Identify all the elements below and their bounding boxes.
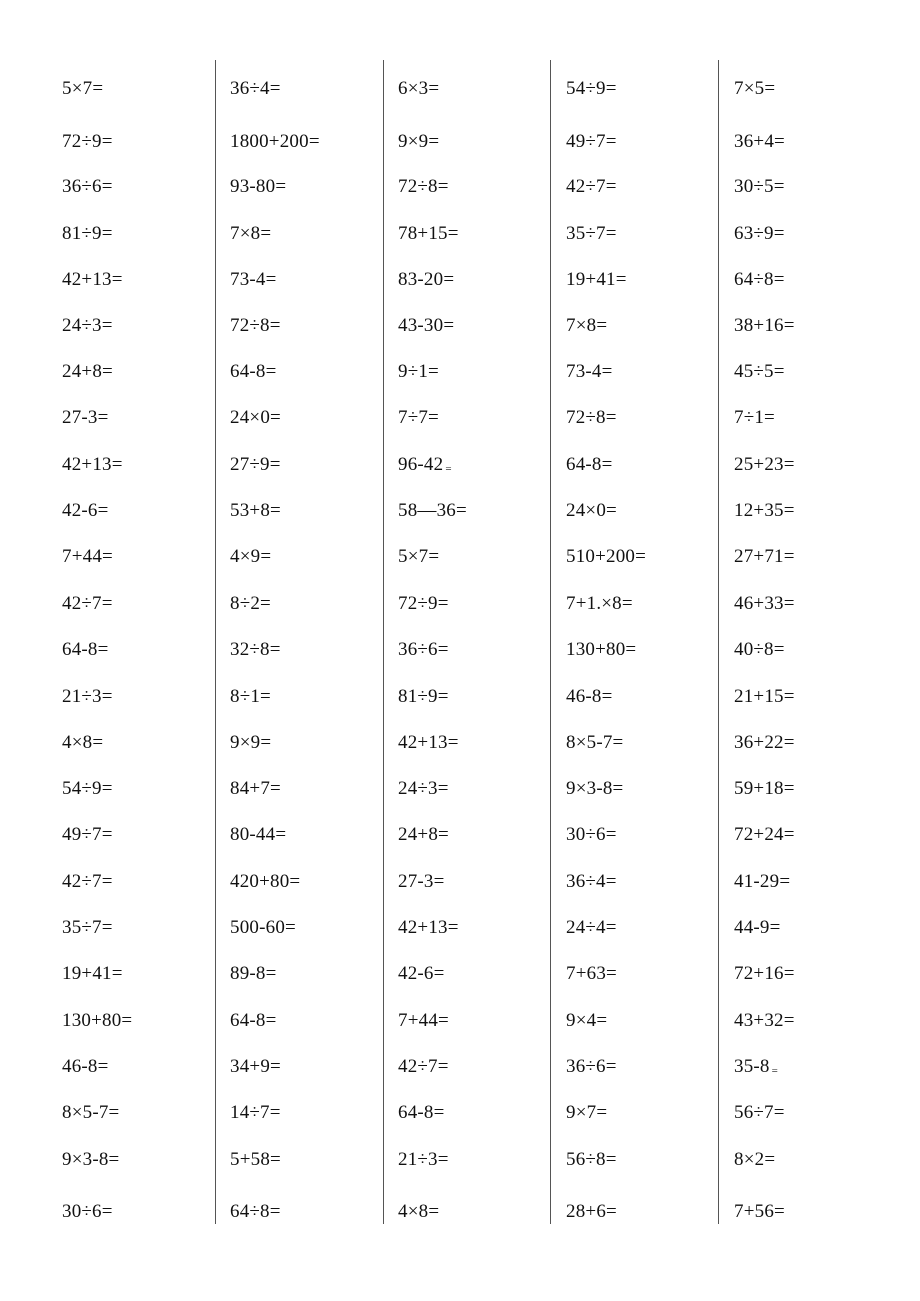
math-problem bbox=[230, 223, 271, 245]
math-problem bbox=[398, 917, 459, 939]
problem-text: 24+8= bbox=[62, 361, 113, 382]
problem-text: 42+13= bbox=[398, 732, 459, 753]
problem-text: 9×4= bbox=[566, 1010, 608, 1031]
math-problem bbox=[230, 131, 320, 153]
math-problem bbox=[566, 639, 636, 661]
math-problem bbox=[398, 78, 439, 100]
problem-text: 36÷6= bbox=[62, 176, 113, 197]
problem-text: 27-3= bbox=[398, 871, 445, 892]
problem-text: 9×3-8= bbox=[566, 778, 624, 799]
math-problem bbox=[398, 871, 445, 893]
problem-text: 34+9= bbox=[230, 1056, 281, 1077]
math-problem bbox=[566, 871, 617, 893]
math-problem bbox=[566, 546, 646, 568]
math-problem bbox=[230, 917, 296, 939]
math-problem bbox=[230, 269, 277, 291]
problem-text: 64-8= bbox=[62, 639, 109, 660]
problem-text: 36+22= bbox=[734, 732, 795, 753]
math-problem bbox=[398, 778, 449, 800]
math-problem bbox=[734, 778, 795, 800]
math-problem bbox=[230, 176, 286, 198]
math-problem bbox=[398, 454, 452, 480]
math-problem bbox=[398, 176, 449, 198]
problem-text: 21÷3= bbox=[62, 686, 113, 707]
small-equals-mark: = bbox=[771, 1065, 779, 1077]
problem-text: 130+80= bbox=[62, 1010, 133, 1031]
problem-text: 36÷6= bbox=[398, 639, 449, 660]
math-problem bbox=[566, 1102, 607, 1124]
problem-text: 510+200= bbox=[566, 546, 647, 567]
problem-text: 58—36= bbox=[398, 500, 467, 521]
problem-text: 12+35= bbox=[734, 500, 795, 521]
math-problem bbox=[566, 732, 623, 754]
problem-text: 72÷9= bbox=[398, 593, 449, 614]
math-problem bbox=[398, 1201, 439, 1223]
problem-text: 64-8= bbox=[566, 454, 613, 475]
math-problem bbox=[62, 732, 103, 754]
math-problem bbox=[230, 871, 300, 893]
math-problem bbox=[398, 1056, 449, 1078]
problem-text: 64÷8= bbox=[734, 269, 785, 290]
math-problem bbox=[62, 824, 113, 846]
math-problem bbox=[230, 500, 281, 522]
math-problem bbox=[398, 223, 459, 245]
problem-text: 84+7= bbox=[230, 778, 281, 799]
math-problem bbox=[62, 176, 113, 198]
problem-text: 19+41= bbox=[62, 963, 123, 984]
math-problem bbox=[62, 269, 123, 291]
math-problem bbox=[398, 546, 439, 568]
problem-text: 28+6= bbox=[566, 1201, 617, 1222]
problem-text: 7÷7= bbox=[398, 407, 439, 428]
problem-text: 49÷7= bbox=[566, 131, 617, 152]
math-problem bbox=[62, 131, 113, 153]
math-problem bbox=[230, 1010, 277, 1032]
math-problem bbox=[734, 361, 785, 383]
math-problem bbox=[398, 732, 459, 754]
math-problem bbox=[62, 1149, 119, 1171]
problem-text: 500-60= bbox=[230, 917, 296, 938]
math-problem bbox=[734, 131, 785, 153]
math-problem bbox=[566, 407, 617, 429]
problem-text: 27+71= bbox=[734, 546, 795, 567]
problem-text: 7×8= bbox=[566, 315, 608, 336]
problem-text: 24÷3= bbox=[62, 315, 113, 336]
math-problem bbox=[734, 223, 785, 245]
math-problem bbox=[230, 1102, 281, 1124]
math-problem bbox=[62, 407, 109, 429]
math-problem bbox=[734, 1010, 795, 1032]
math-problem bbox=[62, 871, 113, 893]
math-problem bbox=[734, 593, 795, 615]
problem-text: 59+18= bbox=[734, 778, 795, 799]
problem-text: 30÷6= bbox=[62, 1201, 113, 1222]
math-problem bbox=[62, 1010, 132, 1032]
math-problem bbox=[734, 732, 795, 754]
math-problem bbox=[62, 454, 123, 476]
problem-text: 43+32= bbox=[734, 1010, 795, 1031]
math-problem bbox=[398, 1149, 449, 1171]
math-problem bbox=[62, 546, 113, 568]
math-problem bbox=[230, 1056, 281, 1078]
problem-text: 36÷4= bbox=[230, 78, 281, 99]
problem-text: 32÷8= bbox=[230, 639, 281, 660]
problem-text: 9×7= bbox=[566, 1102, 608, 1123]
problem-column-3 bbox=[383, 60, 551, 1224]
math-problem bbox=[734, 176, 785, 198]
math-problem bbox=[734, 686, 795, 708]
problem-text: 45÷5= bbox=[734, 361, 785, 382]
problem-text: 30÷5= bbox=[734, 176, 785, 197]
problem-text: 89-8= bbox=[230, 963, 277, 984]
math-problem bbox=[230, 639, 281, 661]
problem-text: 81÷9= bbox=[62, 223, 113, 244]
problem-text: 46+33= bbox=[734, 593, 795, 614]
problem-text: 30÷6= bbox=[566, 824, 617, 845]
problem-text: 14÷7= bbox=[230, 1102, 281, 1123]
math-problem bbox=[566, 963, 617, 985]
math-problem bbox=[566, 917, 617, 939]
problem-text: 72+24= bbox=[734, 824, 795, 845]
problem-text: 49÷7= bbox=[62, 824, 113, 845]
problem-text: 64-8= bbox=[398, 1102, 445, 1123]
problem-text: 27÷9= bbox=[230, 454, 281, 475]
problem-text: 9×9= bbox=[230, 732, 272, 753]
problem-text: 56÷8= bbox=[566, 1149, 617, 1170]
math-problem bbox=[734, 315, 795, 337]
math-problem bbox=[230, 454, 281, 476]
problem-text: 42-6= bbox=[62, 500, 109, 521]
problem-text: 43-30= bbox=[398, 315, 455, 336]
problem-text: 41-29= bbox=[734, 871, 791, 892]
math-problem bbox=[566, 269, 627, 291]
math-problem bbox=[566, 686, 613, 708]
problem-text: 46-8= bbox=[566, 686, 613, 707]
problem-text: 53+8= bbox=[230, 500, 281, 521]
problem-text: 42÷7= bbox=[398, 1056, 449, 1077]
problem-text: 72÷9= bbox=[62, 131, 113, 152]
math-problem bbox=[62, 778, 113, 800]
problem-text: 44-9= bbox=[734, 917, 781, 938]
problem-text: 9×9= bbox=[398, 131, 440, 152]
math-problem bbox=[398, 361, 439, 383]
problem-text: 5×7= bbox=[398, 546, 440, 567]
worksheet bbox=[47, 60, 887, 1224]
problem-text: 72÷8= bbox=[398, 176, 449, 197]
problem-text: 9÷1= bbox=[398, 361, 439, 382]
problem-text: 24+8= bbox=[398, 824, 449, 845]
math-problem bbox=[230, 546, 271, 568]
math-problem bbox=[62, 361, 113, 383]
math-problem bbox=[566, 1149, 617, 1171]
math-problem bbox=[398, 1102, 445, 1124]
problem-text: 6×3= bbox=[398, 78, 440, 99]
math-problem bbox=[566, 1056, 617, 1078]
math-problem bbox=[398, 639, 449, 661]
math-problem bbox=[566, 78, 617, 100]
math-problem bbox=[566, 824, 617, 846]
problem-text: 54÷9= bbox=[62, 778, 113, 799]
math-problem bbox=[734, 78, 775, 100]
math-problem bbox=[566, 500, 617, 522]
problem-text: 72÷8= bbox=[566, 407, 617, 428]
math-problem bbox=[62, 223, 113, 245]
problem-text: 42+13= bbox=[62, 269, 123, 290]
problem-text: 80-44= bbox=[230, 824, 287, 845]
problem-text: 5×7= bbox=[62, 78, 104, 99]
problem-text: 8×5-7= bbox=[566, 732, 624, 753]
math-problem bbox=[734, 1149, 775, 1171]
math-problem bbox=[62, 639, 109, 661]
math-problem bbox=[230, 686, 271, 708]
problem-text: 27-3= bbox=[62, 407, 109, 428]
math-problem bbox=[734, 500, 795, 522]
problem-text: 35÷7= bbox=[62, 917, 113, 938]
problem-text: 4×9= bbox=[230, 546, 272, 567]
math-problem bbox=[566, 593, 633, 615]
problem-text: 8÷2= bbox=[230, 593, 271, 614]
math-problem bbox=[230, 315, 281, 337]
problem-text: 72+16= bbox=[734, 963, 795, 984]
problem-text: 21+15= bbox=[734, 686, 795, 707]
math-problem bbox=[398, 269, 454, 291]
math-problem bbox=[398, 824, 449, 846]
problem-text: 5+58= bbox=[230, 1149, 281, 1170]
problem-text: 93-80= bbox=[230, 176, 287, 197]
math-problem bbox=[62, 917, 113, 939]
math-problem bbox=[230, 78, 281, 100]
problem-text: 7+44= bbox=[398, 1010, 449, 1031]
math-problem bbox=[566, 454, 613, 476]
problem-text: 64÷8= bbox=[230, 1201, 281, 1222]
math-problem bbox=[734, 917, 781, 939]
math-problem bbox=[398, 593, 449, 615]
problem-text: 7×5= bbox=[734, 78, 776, 99]
problem-text: 81÷9= bbox=[398, 686, 449, 707]
problem-text: 42-6= bbox=[398, 963, 445, 984]
problem-text: 42+13= bbox=[62, 454, 123, 475]
problem-text: 7÷1= bbox=[734, 407, 775, 428]
math-problem bbox=[734, 963, 795, 985]
problem-text: 35÷7= bbox=[566, 223, 617, 244]
math-problem bbox=[566, 1010, 607, 1032]
problem-text: 24×0= bbox=[230, 407, 281, 428]
problem-text: 1800+200= bbox=[230, 131, 320, 152]
math-problem bbox=[62, 686, 113, 708]
math-problem bbox=[566, 361, 613, 383]
problem-text: 38+16= bbox=[734, 315, 795, 336]
math-problem bbox=[398, 963, 445, 985]
math-problem bbox=[734, 871, 790, 893]
problem-text: 36÷6= bbox=[566, 1056, 617, 1077]
math-problem bbox=[734, 407, 775, 429]
problem-text: 72÷8= bbox=[230, 315, 281, 336]
problem-text: 73-4= bbox=[566, 361, 613, 382]
problem-text: 4×8= bbox=[398, 1201, 440, 1222]
math-problem bbox=[566, 315, 607, 337]
math-problem bbox=[734, 639, 785, 661]
math-problem bbox=[62, 500, 109, 522]
problem-text: 7+44= bbox=[62, 546, 113, 567]
math-problem bbox=[398, 315, 454, 337]
problem-text: 7+1.×8= bbox=[566, 593, 633, 614]
problem-text: 64-8= bbox=[230, 361, 277, 382]
problem-text: 420+80= bbox=[230, 871, 301, 892]
problem-text: 63÷9= bbox=[734, 223, 785, 244]
problem-text: 4×8= bbox=[62, 732, 104, 753]
math-problem bbox=[566, 778, 623, 800]
problem-text: 7+63= bbox=[566, 963, 617, 984]
problem-text: 46-8= bbox=[62, 1056, 109, 1077]
math-problem bbox=[566, 223, 617, 245]
problem-text: 42÷7= bbox=[62, 871, 113, 892]
math-problem bbox=[566, 1201, 617, 1223]
problem-text: 24×0= bbox=[566, 500, 617, 521]
math-problem bbox=[230, 1201, 281, 1223]
math-problem bbox=[62, 78, 103, 100]
problem-text: 42÷7= bbox=[566, 176, 617, 197]
problem-text: 36÷4= bbox=[566, 871, 617, 892]
problem-text: 54÷9= bbox=[566, 78, 617, 99]
math-problem bbox=[398, 131, 439, 153]
problem-text: 19+41= bbox=[566, 269, 627, 290]
math-problem bbox=[398, 686, 449, 708]
problem-text: 83-20= bbox=[398, 269, 455, 290]
math-problem bbox=[566, 176, 617, 198]
math-problem bbox=[62, 593, 113, 615]
math-problem bbox=[230, 732, 271, 754]
problem-text: 24÷4= bbox=[566, 917, 617, 938]
problem-text: 42÷7= bbox=[62, 593, 113, 614]
math-problem bbox=[734, 546, 795, 568]
problem-text: 56÷7= bbox=[734, 1102, 785, 1123]
problem-text: 130+80= bbox=[566, 639, 637, 660]
problem-text: 24÷3= bbox=[398, 778, 449, 799]
problem-text: 7+56= bbox=[734, 1201, 785, 1222]
math-problem bbox=[62, 1201, 113, 1223]
problem-column-2 bbox=[215, 60, 383, 1224]
math-problem bbox=[398, 500, 467, 522]
math-problem bbox=[734, 1102, 785, 1124]
math-problem bbox=[62, 1102, 119, 1124]
math-problem bbox=[230, 824, 286, 846]
problem-text: 78+15= bbox=[398, 223, 459, 244]
problem-text: 21÷3= bbox=[398, 1149, 449, 1170]
problem-text: 8×2= bbox=[734, 1149, 776, 1170]
math-problem bbox=[734, 269, 785, 291]
math-problem bbox=[398, 407, 439, 429]
problem-text: 8÷1= bbox=[230, 686, 271, 707]
small-equals-mark: = bbox=[445, 463, 452, 475]
math-problem bbox=[566, 131, 617, 153]
math-problem bbox=[230, 361, 277, 383]
problem-text: 9×3-8= bbox=[62, 1149, 120, 1170]
math-problem bbox=[230, 593, 271, 615]
math-problem bbox=[734, 824, 795, 846]
math-problem bbox=[62, 963, 123, 985]
problem-text: 42+13= bbox=[398, 917, 459, 938]
math-problem bbox=[398, 1010, 449, 1032]
math-problem bbox=[230, 407, 281, 429]
problem-text: 8×5-7= bbox=[62, 1102, 120, 1123]
problem-column-4 bbox=[551, 60, 719, 1224]
problem-text: 40÷8= bbox=[734, 639, 785, 660]
problem-text: 35-8 bbox=[734, 1056, 770, 1077]
problem-text: 25+23= bbox=[734, 454, 795, 475]
math-problem bbox=[230, 778, 281, 800]
math-problem bbox=[734, 454, 795, 476]
problem-text: 7×8= bbox=[230, 223, 272, 244]
problem-column-1 bbox=[47, 60, 215, 1224]
problem-text: 64-8= bbox=[230, 1010, 277, 1031]
problem-text: 73-4= bbox=[230, 269, 277, 290]
problem-text: 36+4= bbox=[734, 131, 785, 152]
problem-column-5 bbox=[719, 60, 887, 1224]
problem-text: 96-42 bbox=[398, 454, 444, 475]
math-problem bbox=[734, 1056, 778, 1082]
math-problem bbox=[734, 1201, 785, 1223]
math-problem bbox=[230, 963, 277, 985]
math-problem bbox=[230, 1149, 281, 1171]
math-problem bbox=[62, 315, 113, 337]
math-problem bbox=[62, 1056, 109, 1078]
